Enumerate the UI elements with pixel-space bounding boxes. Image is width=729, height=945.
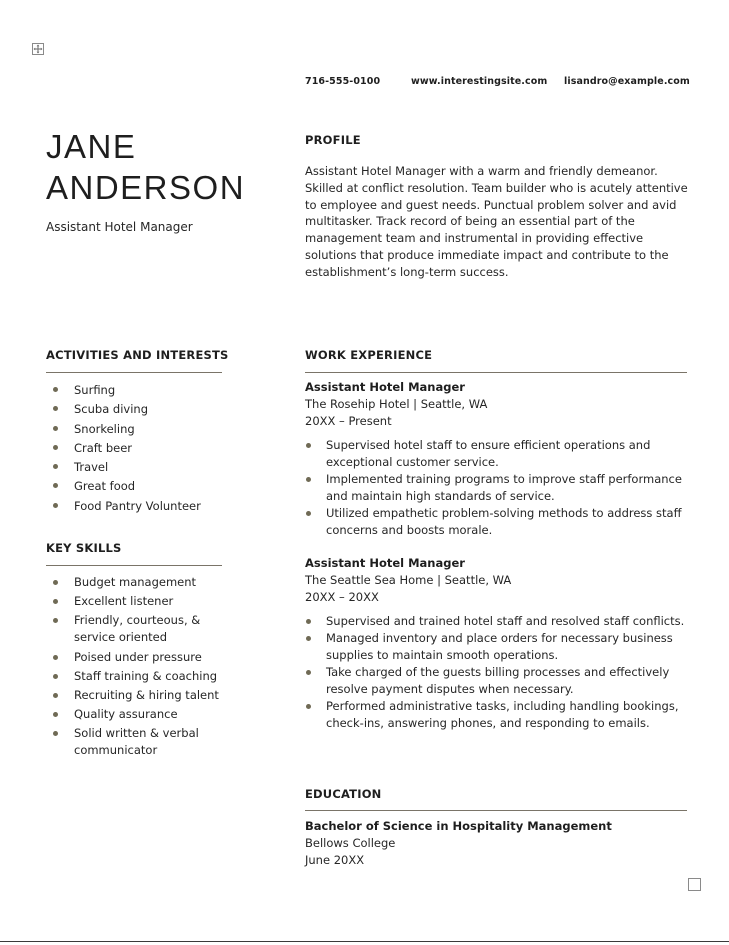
education-divider [305,810,687,811]
list-item: Travel [46,458,222,477]
education-heading: EDUCATION [305,787,382,801]
list-item: Craft beer [46,439,222,458]
activities-list [46,381,222,516]
job-dates: 20XX – Present [305,414,392,428]
activities-divider [46,372,222,373]
skills-list [46,574,222,762]
job-company: The Rosehip Hotel | Seattle, WA [305,397,488,411]
contact-email[interactable]: lisandro@example.com [564,76,690,87]
list-item: Surfing [46,381,222,400]
education-school: Bellows College [305,836,396,850]
contact-phone: 716-555-0100 [305,76,381,87]
table-move-handle-icon[interactable] [32,43,44,55]
education-degree: Bachelor of Science in Hospitality Management [305,819,612,833]
list-item: Recruiting & hiring talent [46,687,222,704]
page-bottom-divider [0,941,729,942]
list-item: Staff training & coaching [46,668,222,685]
list-item: Excellent listener [46,593,222,610]
job-duties [305,437,690,539]
list-item: Solid written & verbal communicator [46,725,222,759]
profile-heading: PROFILE [305,133,361,147]
experience-heading: WORK EXPERIENCE [305,348,433,362]
last-name: ANDERSON [46,169,246,206]
job-duties [305,613,690,732]
duty-item: Implemented training programs to improve staff performance and maintain high standards of service. [305,471,690,505]
profile-text: Assistant Hotel Manager with a warm and friendly demeanor. Skilled at conflict resolution. Team builder who is acutely attentive to employee and guest needs. Punctual problem solver and avid multitasker. Track record of being an essential part of the management team and instrumental in providing effective solutions that produce immediate impact and contribute to the establishment’s long-term success. [305,164,688,279]
list-item: Friendly, courteous, & service oriented [46,612,222,646]
education-date: June 20XX [305,853,365,867]
education-entry [305,818,690,869]
list-item: Quality assurance [46,706,222,723]
list-item: Scuba diving [46,400,222,419]
list-item: Great food [46,477,222,496]
experience-divider [305,372,687,373]
first-name: JANE [46,128,137,165]
activities-heading: ACTIVITIES AND INTERESTS [46,348,229,362]
job-role: Assistant Hotel Manager [305,380,465,394]
list-item: Budget management [46,574,222,591]
job-title: Assistant Hotel Manager [46,220,193,234]
skills-divider [46,565,222,566]
candidate-name [46,126,245,208]
list-item: Poised under pressure [46,649,222,666]
job-company: The Seattle Sea Home | Seattle, WA [305,573,512,587]
job-role: Assistant Hotel Manager [305,556,465,570]
duty-item: Supervised and trained hotel staff and resolved staff conflicts. [305,613,690,630]
skills-heading: KEY SKILLS [46,541,122,555]
duty-item: Supervised hotel staff to ensure efficient operations and exceptional customer service. [305,437,690,471]
resize-box-icon[interactable] [688,878,701,891]
job-entry [305,379,690,539]
duty-item: Performed administrative tasks, including handling bookings, check-ins, answering phones, and responding to emails. [305,698,690,732]
list-item: Food Pantry Volunteer [46,497,222,516]
duty-item: Utilized empathetic problem-solving methods to address staff concerns and boosts morale. [305,505,690,539]
duty-item: Take charged of the guests billing processes and effectively resolve payment disputes when necessary. [305,664,690,698]
list-item: Snorkeling [46,420,222,439]
job-entry [305,555,690,732]
contact-website[interactable]: www.interestingsite.com [411,76,548,87]
job-dates: 20XX – 20XX [305,590,379,604]
duty-item: Managed inventory and place orders for necessary business supplies to maintain smooth operations. [305,630,690,664]
